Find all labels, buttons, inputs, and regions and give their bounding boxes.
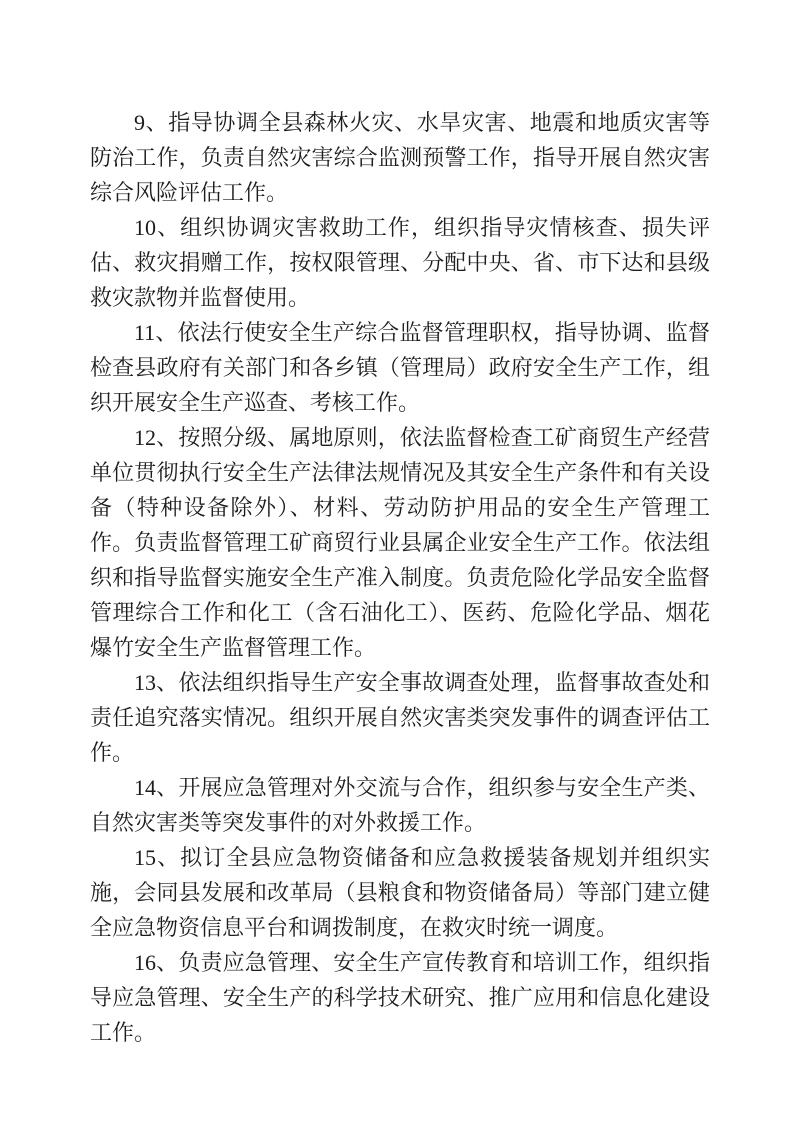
paragraph-10: 10、组织协调灾害救助工作，组织指导灾情核查、损失评估、救灾捐赠工作，按权限管理、分配中央、省、市下达和县级救灾款物并监督使用。 [90, 215, 710, 310]
paragraph-13: 13、依法组织指导生产安全事故调查处理，监督事故查处和责任追究落实情况。组织开展自然灾害类突发事件的调查评估工作。 [90, 670, 710, 765]
paragraph-12: 12、按照分级、属地原则，依法监督检查工矿商贸生产经营单位贯彻执行安全生产法律法规情况及其安全生产条件和有关设备（特种设备除外）、材料、劳动防护用品的安全生产管理工作。负责监督管理工矿商贸行业县属企业安全生产工作。依法组织和指导监督实施安全生产准入制度。负责危险化学品安全监督管理综合工作和化工（含石油化工）、医药、危险化学品、烟花爆竹安全生产监督管理工作。 [90, 425, 710, 660]
paragraph-14: 14、开展应急管理对外交流与合作，组织参与安全生产类、自然灾害类等突发事件的对外救援工作。 [90, 775, 710, 835]
paragraph-9: 9、指导协调全县森林火灾、水旱灾害、地震和地质灾害等防治工作，负责自然灾害综合监测预警工作，指导开展自然灾害综合风险评估工作。 [90, 110, 710, 205]
document-body [90, 105, 710, 1050]
paragraph-11: 11、依法行使安全生产综合监督管理职权，指导协调、监督检查县政府有关部门和各乡镇（管理局）政府安全生产工作，组织开展安全生产巡查、考核工作。 [90, 320, 710, 415]
paragraph-15: 15、拟订全县应急物资储备和应急救援装备规划并组织实施，会同县发展和改革局（县粮食和物资储备局）等部门建立健全应急物资信息平台和调拨制度，在救灾时统一调度。 [90, 845, 710, 940]
paragraph-16: 16、负责应急管理、安全生产宣传教育和培训工作，组织指导应急管理、安全生产的科学技术研究、推广应用和信息化建设工作。 [90, 950, 710, 1045]
